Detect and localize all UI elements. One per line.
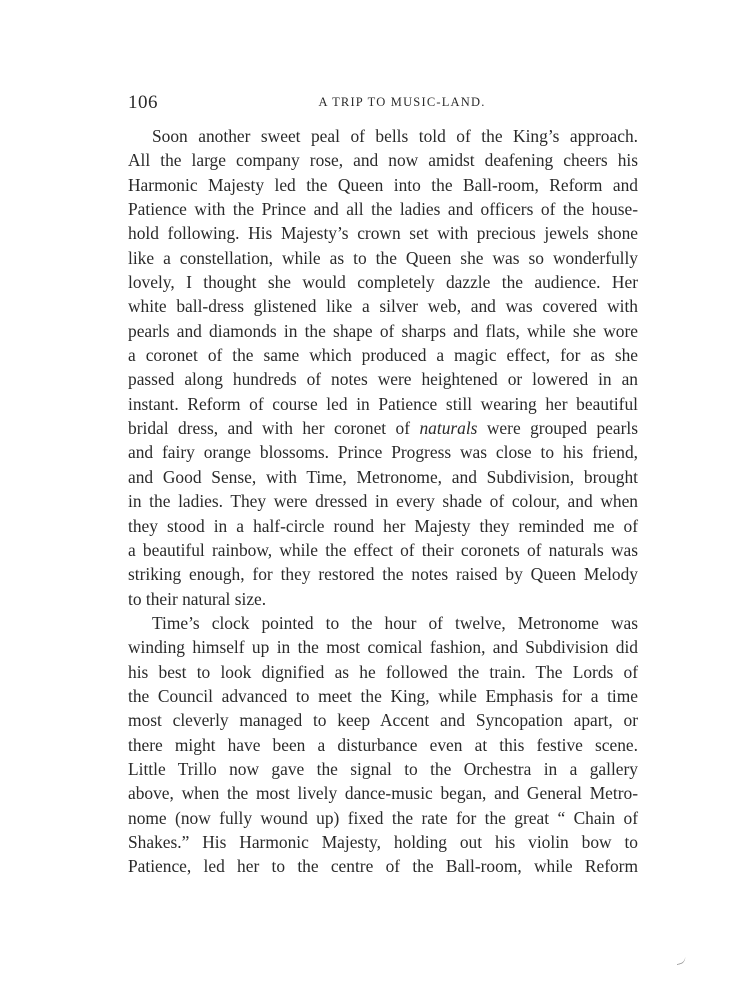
paragraph-1-line-10: a coronet of the same which produced a magic effect, for as she <box>128 345 638 366</box>
paragraph-1-line-18: a beautiful rainbow, while the effect of their coronets of naturals was <box>128 539 638 560</box>
paragraph-2-line-8: above, when the most lively dance-music began, and General Metro- <box>128 783 638 804</box>
paragraph-2-line-7: Little Trillo now gave the signal to the Orchestra in a gallery <box>128 758 638 779</box>
paragraph-1-line-20: to their natural size. <box>128 588 267 609</box>
paragraph-1-line-11: passed along hundreds of notes were heightened or lowered in an <box>128 369 638 390</box>
paragraph-1-line-5: hold following. His Majesty’s crown set with precious jewels shone <box>128 223 638 244</box>
paragraph-1-line-8: white ball-dress glistened like a silver web, and was covered with <box>128 296 638 317</box>
paragraph-2-line-5: most cleverly managed to keep Accent and Syncopation apart, or <box>128 710 638 731</box>
paragraph-1-line-2: All the large company rose, and now amidst deafening cheers his <box>128 150 638 171</box>
italic-word-naturals: naturals <box>419 418 478 439</box>
line-13-before: bridal dress, and with her coronet of <box>128 418 420 439</box>
paragraph-2-line-2: winding himself up in the most comical fashion, and Subdivision did <box>128 637 638 658</box>
paragraph-2-line-1: Time’s clock pointed to the hour of twelve, Metronome was <box>152 612 638 633</box>
paragraph-1-line-12: instant. Reform of course led in Patience still wearing her beautiful <box>128 393 638 414</box>
paragraph-2-line-3: his best to look dignified as he followed the train. The Lords of <box>128 661 638 682</box>
page-number: 106 <box>128 92 158 113</box>
paragraph-1-line-3: Harmonic Majesty led the Queen into the Ball-room, Reform and <box>128 174 638 195</box>
paragraph-1-line-15: and Good Sense, with Time, Metronome, and Subdivision, brought <box>128 466 638 487</box>
paragraph-1-line-9: pearls and diamonds in the shape of sharps and flats, while she wore <box>128 320 638 341</box>
paragraph-1-line-13 <box>128 416 638 440</box>
paragraph-2-line-6: there might have been a disturbance even at this festive scene. <box>128 734 638 755</box>
page-corner-mark <box>675 956 686 965</box>
paragraph-1-line-16: in the ladies. They were dressed in every shade of colour, and when <box>128 491 638 512</box>
paragraph-1-line-17: they stood in a half-circle round her Majesty they reminded me of <box>128 515 638 536</box>
paragraph-1-line-7: lovely, I thought she would completely dazzle the audience. Her <box>128 272 638 293</box>
paragraph-2-line-9: nome (now fully wound up) fixed the rate for the great “ Chain of <box>128 807 638 828</box>
line-13-after: were grouped pearls <box>477 418 639 439</box>
running-title: A TRIP TO MUSIC-LAND. <box>318 95 486 109</box>
paragraph-1-line-14: and fairy orange blossoms. Prince Progress was close to his friend, <box>128 442 638 463</box>
paragraph-1-line-1: Soon another sweet peal of bells told of the King’s approach. <box>152 126 638 146</box>
paragraph-2-line-10: Shakes.” His Harmonic Majesty, holding out his violin bow to <box>128 831 638 852</box>
paragraph-1-line-4: Patience with the Prince and all the ladies and officers of the house- <box>128 199 638 220</box>
running-head <box>128 92 638 114</box>
paragraph-1-line-19: striking enough, for they restored the notes raised by Queen Melody <box>128 564 638 585</box>
paragraph-2-line-4: the Council advanced to meet the King, while Emphasis for a time <box>128 685 638 706</box>
paragraph-2-line-11: Patience, led her to the centre of the Ball-room, while Reform <box>128 856 638 877</box>
body-text <box>128 124 638 879</box>
paragraph-1-line-6: like a constellation, while as to the Queen she was so wonderfully <box>128 247 638 268</box>
